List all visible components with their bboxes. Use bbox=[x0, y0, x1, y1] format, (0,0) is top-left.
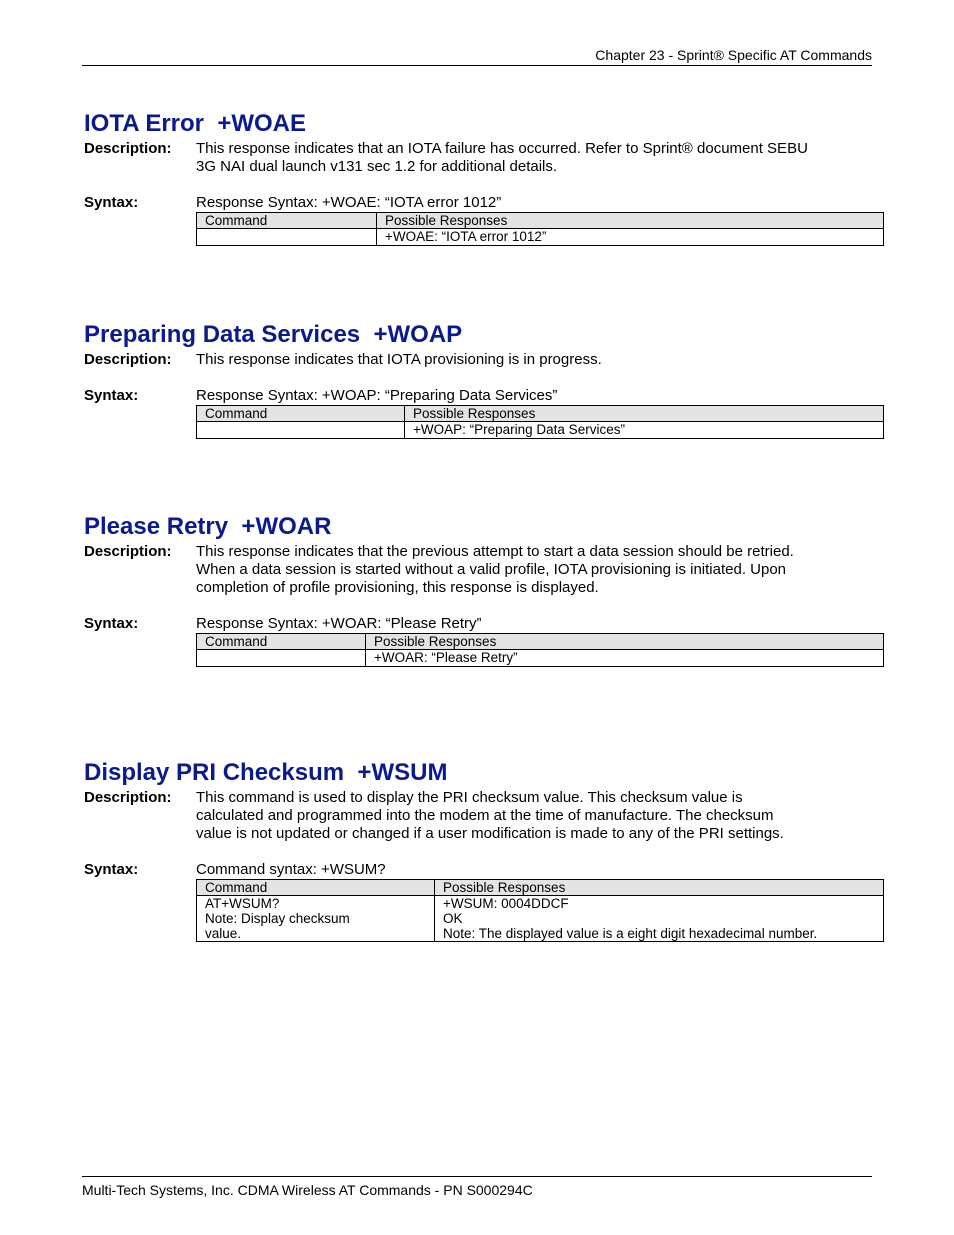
chapter-title: Chapter 23 - Sprint® Specific AT Commands bbox=[595, 47, 872, 63]
description-row bbox=[84, 140, 884, 176]
description-label: Description: bbox=[84, 140, 172, 157]
table-header: Possible Responses bbox=[405, 406, 884, 422]
description-text bbox=[196, 789, 884, 843]
section-woap bbox=[84, 321, 884, 439]
table-header-row bbox=[197, 880, 884, 896]
table-header-row bbox=[197, 406, 884, 422]
table-header: Possible Responses bbox=[435, 880, 884, 896]
section-title: IOTA Error +WOAE bbox=[84, 110, 307, 137]
command-table bbox=[196, 879, 884, 942]
syntax-row bbox=[84, 194, 884, 212]
table-header-row bbox=[197, 213, 884, 229]
page-header bbox=[82, 46, 872, 66]
description-label: Description: bbox=[84, 351, 172, 368]
table-row bbox=[197, 650, 884, 667]
response-line: +WOAE: “IOTA error 1012” bbox=[385, 229, 547, 244]
table-header: Command bbox=[197, 406, 405, 422]
command-cell bbox=[197, 896, 435, 942]
table-header: Command bbox=[197, 634, 366, 650]
footer-text: Multi-Tech Systems, Inc. CDMA Wireless AT Commands - PN S000294C bbox=[82, 1182, 533, 1198]
command-line: Note: Display checksum bbox=[205, 911, 350, 926]
description-line: This response indicates that an IOTA failure has occurred. Refer to Sprint® document SEBU bbox=[196, 140, 808, 157]
section-title: Please Retry +WOAR bbox=[84, 513, 332, 540]
command-table bbox=[196, 633, 884, 667]
syntax-label: Syntax: bbox=[84, 387, 139, 404]
response-line: Note: The displayed value is a eight digit hexadecimal number. bbox=[443, 926, 818, 941]
response-line: +WOAP: “Preparing Data Services” bbox=[413, 422, 625, 437]
command-cell bbox=[197, 422, 405, 439]
description-label: Description: bbox=[84, 789, 172, 806]
command-line: AT+WSUM? bbox=[205, 896, 280, 911]
response-cell bbox=[377, 229, 884, 246]
syntax-row bbox=[84, 387, 884, 405]
command-cell bbox=[197, 229, 377, 246]
command-cell bbox=[197, 650, 366, 667]
description-row bbox=[84, 789, 884, 843]
response-line: +WSUM: 0004DDCF bbox=[443, 896, 569, 911]
description-line: 3G NAI dual launch v131 sec 1.2 for additional details. bbox=[196, 158, 558, 175]
syntax-label: Syntax: bbox=[84, 194, 139, 211]
syntax-text: Response Syntax: +WOAE: “IOTA error 1012” bbox=[196, 194, 502, 211]
description-line: This response indicates that IOTA provisioning is in progress. bbox=[196, 351, 602, 368]
syntax-label: Syntax: bbox=[84, 861, 139, 878]
syntax-row bbox=[84, 861, 884, 879]
syntax-text: Response Syntax: +WOAP: “Preparing Data Services” bbox=[196, 387, 558, 404]
section-wsum bbox=[84, 759, 884, 942]
syntax-text: Response Syntax: +WOAR: “Please Retry” bbox=[196, 615, 482, 632]
syntax-row bbox=[84, 615, 884, 633]
description-line: When a data session is started without a valid profile, IOTA provisioning is initiated. Upon bbox=[196, 561, 787, 578]
command-table bbox=[196, 405, 884, 439]
syntax-text: Command syntax: +WSUM? bbox=[196, 861, 386, 878]
section-title: Preparing Data Services +WOAP bbox=[84, 321, 463, 348]
table-header: Command bbox=[197, 880, 435, 896]
section-title: Display PRI Checksum +WSUM bbox=[84, 759, 448, 786]
syntax-label: Syntax: bbox=[84, 615, 139, 632]
response-cell bbox=[435, 896, 884, 942]
description-line: value is not updated or changed if a user modification is made to any of the PRI settings. bbox=[196, 825, 784, 842]
description-line: completion of profile provisioning, this response is displayed. bbox=[196, 579, 599, 596]
command-line: value. bbox=[205, 926, 242, 941]
response-line: OK bbox=[443, 911, 463, 926]
description-text bbox=[196, 543, 884, 597]
page-footer bbox=[82, 1176, 872, 1198]
response-cell bbox=[366, 650, 884, 667]
table-row bbox=[197, 896, 884, 942]
response-cell bbox=[405, 422, 884, 439]
section-woar bbox=[84, 513, 884, 667]
section-woae bbox=[84, 110, 884, 246]
command-table bbox=[196, 212, 884, 246]
response-line: +WOAR: “Please Retry” bbox=[374, 650, 518, 665]
description-label: Description: bbox=[84, 543, 172, 560]
description-line: calculated and programmed into the modem at the time of manufacture. The checksum bbox=[196, 807, 774, 824]
description-row bbox=[84, 351, 884, 369]
table-row bbox=[197, 422, 884, 439]
description-line: This response indicates that the previous attempt to start a data session should be retried. bbox=[196, 543, 794, 560]
description-text bbox=[196, 140, 884, 176]
description-text bbox=[196, 351, 884, 369]
table-header: Possible Responses bbox=[366, 634, 884, 650]
description-line: This command is used to display the PRI checksum value. This checksum value is bbox=[196, 789, 743, 806]
description-row bbox=[84, 543, 884, 597]
table-header-row bbox=[197, 634, 884, 650]
table-header: Command bbox=[197, 213, 377, 229]
table-header: Possible Responses bbox=[377, 213, 884, 229]
table-row bbox=[197, 229, 884, 246]
